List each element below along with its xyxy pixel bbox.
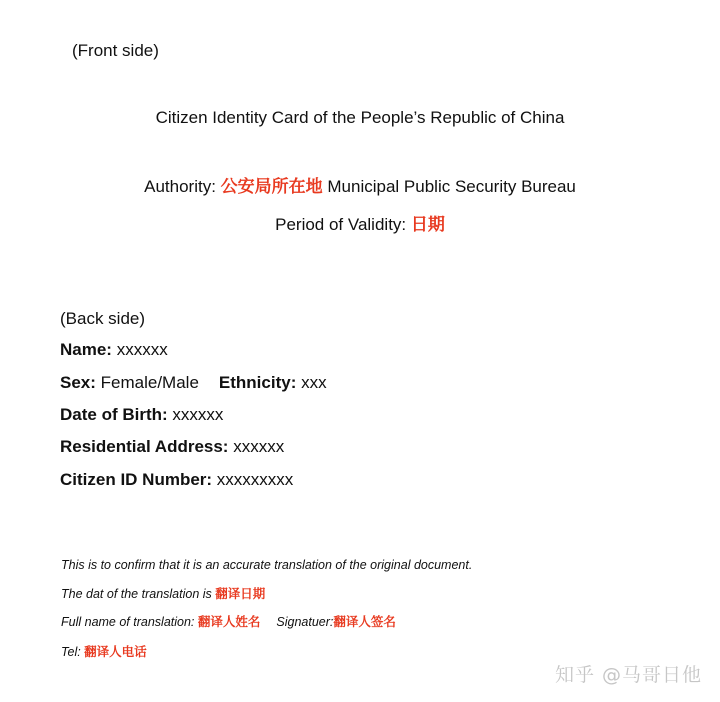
name-field [60, 340, 168, 360]
translation-date-placeholder: 翻译日期 [215, 587, 266, 601]
authority-suffix: Municipal Public Security Bureau [322, 177, 576, 196]
id-label: Citizen ID Number: [60, 470, 213, 489]
front-side-label: (Front side) [72, 41, 159, 60]
id-number-field [60, 470, 293, 490]
ethnicity-value: xxx [296, 373, 327, 392]
sex-ethnicity-field [60, 373, 327, 393]
certification-statement: This is to confirm that it is an accurate translation of the original document. [61, 558, 473, 572]
zhihu-watermark: 知乎 @马哥日他 [554, 664, 702, 686]
authority-line [0, 172, 720, 197]
sex-label: Sex: [60, 373, 96, 392]
tel-placeholder: 翻译人电话 [84, 645, 147, 659]
authority-placeholder: 公安局所在地 [220, 177, 323, 196]
validity-placeholder: 日期 [410, 215, 445, 234]
signature-label: Signatuer: [276, 615, 334, 629]
id-value: xxxxxxxxx [212, 470, 294, 489]
authority-prefix: Authority: [144, 177, 221, 196]
ethnicity-label: Ethnicity: [218, 373, 297, 392]
name-value: xxxxxx [111, 340, 168, 359]
dob-label: Date of Birth: [60, 405, 168, 424]
validity-line [0, 210, 720, 235]
translation-date-line [61, 584, 265, 602]
translator-line [61, 612, 396, 630]
back-side-label: (Back side) [60, 309, 146, 328]
translation-date-label: The dat of the translation is [61, 587, 216, 601]
address-label: Residential Address: [60, 437, 229, 456]
translator-name-placeholder: 翻译人姓名 [197, 615, 261, 629]
signature-placeholder: 翻译人签名 [333, 615, 396, 629]
sex-value: Female/Male [95, 373, 199, 392]
dob-field [60, 405, 223, 425]
dob-value: xxxxxx [167, 405, 224, 424]
address-value: xxxxxx [228, 437, 285, 456]
name-label: Name: [60, 340, 112, 359]
card-title: Citizen Identity Card of the People’s Republic of China [155, 108, 565, 127]
validity-prefix: Period of Validity: [275, 215, 411, 234]
address-field [60, 437, 284, 457]
tel-label: Tel: [61, 645, 85, 659]
translator-name-label: Full name of translation: [61, 615, 198, 629]
tel-line [61, 642, 147, 660]
